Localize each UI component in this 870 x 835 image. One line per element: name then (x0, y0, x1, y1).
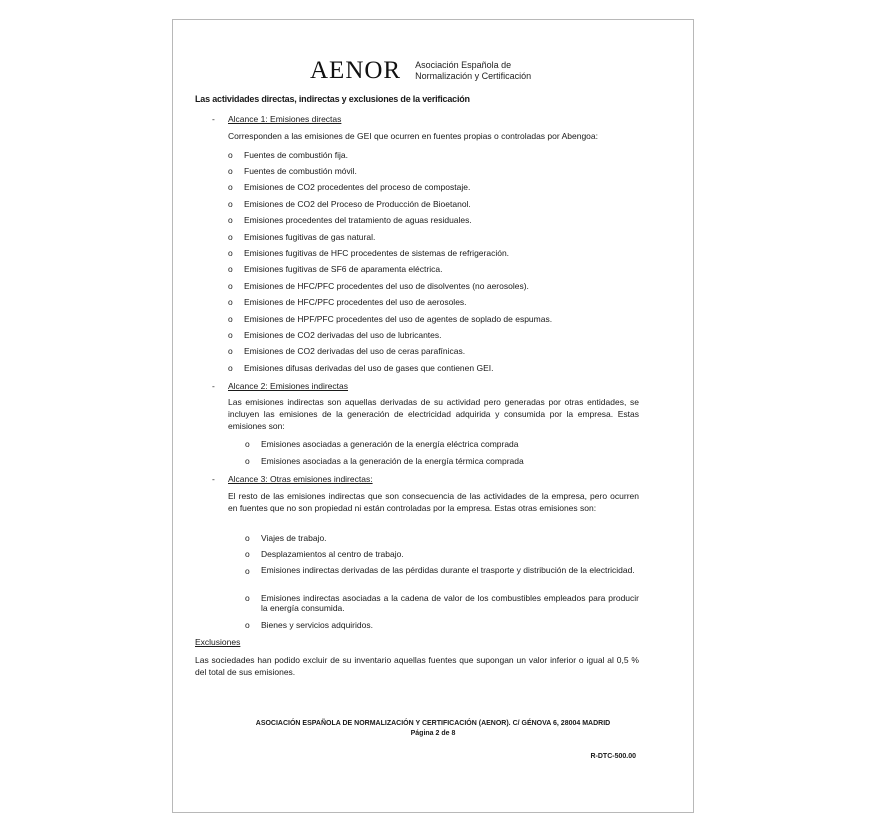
list-item: Emisiones procedentes del tratamiento de aguas residuales. (244, 215, 472, 225)
list-item: Desplazamientos al centro de trabajo. (261, 549, 404, 559)
page-number: Página 2 de 8 (410, 730, 456, 737)
bullet-marker: o (228, 199, 233, 209)
bullet-marker: o (245, 549, 250, 559)
bullet-marker: o (228, 297, 233, 307)
bullet-marker: o (228, 281, 233, 291)
bullet-marker: o (228, 232, 233, 242)
bullet-marker: o (228, 330, 233, 340)
list-item: Emisiones de CO2 del Proceso de Producción de Bioetanol. (244, 199, 471, 209)
document-page (172, 19, 694, 813)
bullet-marker: o (228, 314, 233, 324)
alcance3-title: Alcance 3: Otras emisiones indirectas: (228, 474, 373, 484)
bullet-marker: o (245, 620, 250, 630)
bullet-marker: o (228, 346, 233, 356)
list-item: Emisiones de CO2 derivadas del uso de ceras parafínicas. (244, 346, 466, 356)
list-item: Emisiones fugitivas de gas natural. (244, 232, 376, 242)
list-item: Fuentes de combustión móvil. (244, 166, 357, 176)
org-name (415, 60, 531, 82)
list-item: Emisiones difusas derivadas del uso de gases que contienen GEI. (244, 363, 494, 373)
list-item: Emisiones indirectas asociadas a la cadena de valor de los combustibles empleados para producir la energía consumida. (261, 593, 639, 613)
org-name-line1: Asociación Española de (415, 60, 512, 70)
list-item: Emisiones asociadas a generación de la energía eléctrica comprada (261, 439, 519, 449)
list-item: Viajes de trabajo. (261, 533, 327, 543)
section-heading: Las actividades directas, indirectas y exclusiones de la verificación (195, 94, 470, 104)
bullet-marker: o (228, 215, 233, 225)
list-item: Emisiones de CO2 procedentes del proceso de compostaje. (244, 182, 471, 192)
alcance2-title: Alcance 2: Emisiones indirectas (228, 381, 349, 391)
list-item: Emisiones indirectas derivadas de las pérdidas durante el trasporte y distribución de la electricidad. (261, 565, 635, 575)
dash-marker: - (212, 381, 215, 391)
list-item: Fuentes de combustión fija. (244, 150, 348, 160)
org-name-line2: Normalización y Certificación (415, 71, 532, 81)
bullet-marker: o (228, 182, 233, 192)
dash-marker: - (212, 474, 215, 484)
bullet-marker: o (245, 439, 250, 449)
alcance2-intro: Las emisiones indirectas son aquellas derivadas de su actividad pero generadas por otras entidades, se incluyen las emisiones de la generación de electricidad adquirida y consumida por la empresa. Estas emisiones son: (228, 397, 639, 431)
bullet-marker: o (228, 150, 233, 160)
bullet-marker: o (245, 593, 250, 603)
aenor-logo: AENOR (310, 57, 402, 84)
bullet-marker: o (228, 248, 233, 258)
bullet-marker: o (245, 456, 250, 466)
bullet-marker: o (228, 166, 233, 176)
dash-marker: - (212, 114, 215, 124)
list-item: Emisiones fugitivas de SF6 de aparamenta eléctrica. (244, 264, 443, 274)
list-item: Emisiones de CO2 derivadas del uso de lubricantes. (244, 330, 442, 340)
document-code: R-DTC-500.00 (590, 753, 636, 760)
alcance1-title: Alcance 1: Emisiones directas (228, 114, 342, 124)
footer-address: ASOCIACIÓN ESPAÑOLA DE NORMALIZACIÓN Y CERTIFICACIÓN (AENOR). C/ GÉNOVA 6, 28004 MADRID (255, 720, 611, 727)
bullet-marker: o (245, 566, 250, 576)
exclusiones-text: Las sociedades han podido excluir de su inventario aquellas fuentes que supongan un valor inferior o igual al 0,5 % del total de sus emisiones. (195, 655, 639, 677)
list-item: Emisiones fugitivas de HFC procedentes de sistemas de refrigeración. (244, 248, 510, 258)
list-item: Bienes y servicios adquiridos. (261, 620, 373, 630)
list-item: Emisiones asociadas a la generación de la energía térmica comprada (261, 456, 524, 466)
alcance1-intro: Corresponden a las emisiones de GEI que ocurren en fuentes propias o controladas por Abengoa: (228, 131, 598, 141)
list-item: Emisiones de HFC/PFC procedentes del uso de disolventes (no aerosoles). (244, 281, 529, 291)
bullet-marker: o (228, 264, 233, 274)
header (310, 57, 531, 85)
list-item: Emisiones de HFC/PFC procedentes del uso de aerosoles. (244, 297, 467, 307)
bullet-marker: o (228, 363, 233, 373)
alcance3-intro: El resto de las emisiones indirectas que son consecuencia de las actividades de la empresa, pero ocurren en fuentes que no son propiedad ni están controladas por la empresa. Estas otras emisiones son: (228, 491, 639, 513)
list-item: Emisiones de HPF/PFC procedentes del uso de agentes de soplado de espumas. (244, 314, 553, 324)
exclusiones-title: Exclusiones (195, 637, 241, 647)
bullet-marker: o (245, 533, 250, 543)
